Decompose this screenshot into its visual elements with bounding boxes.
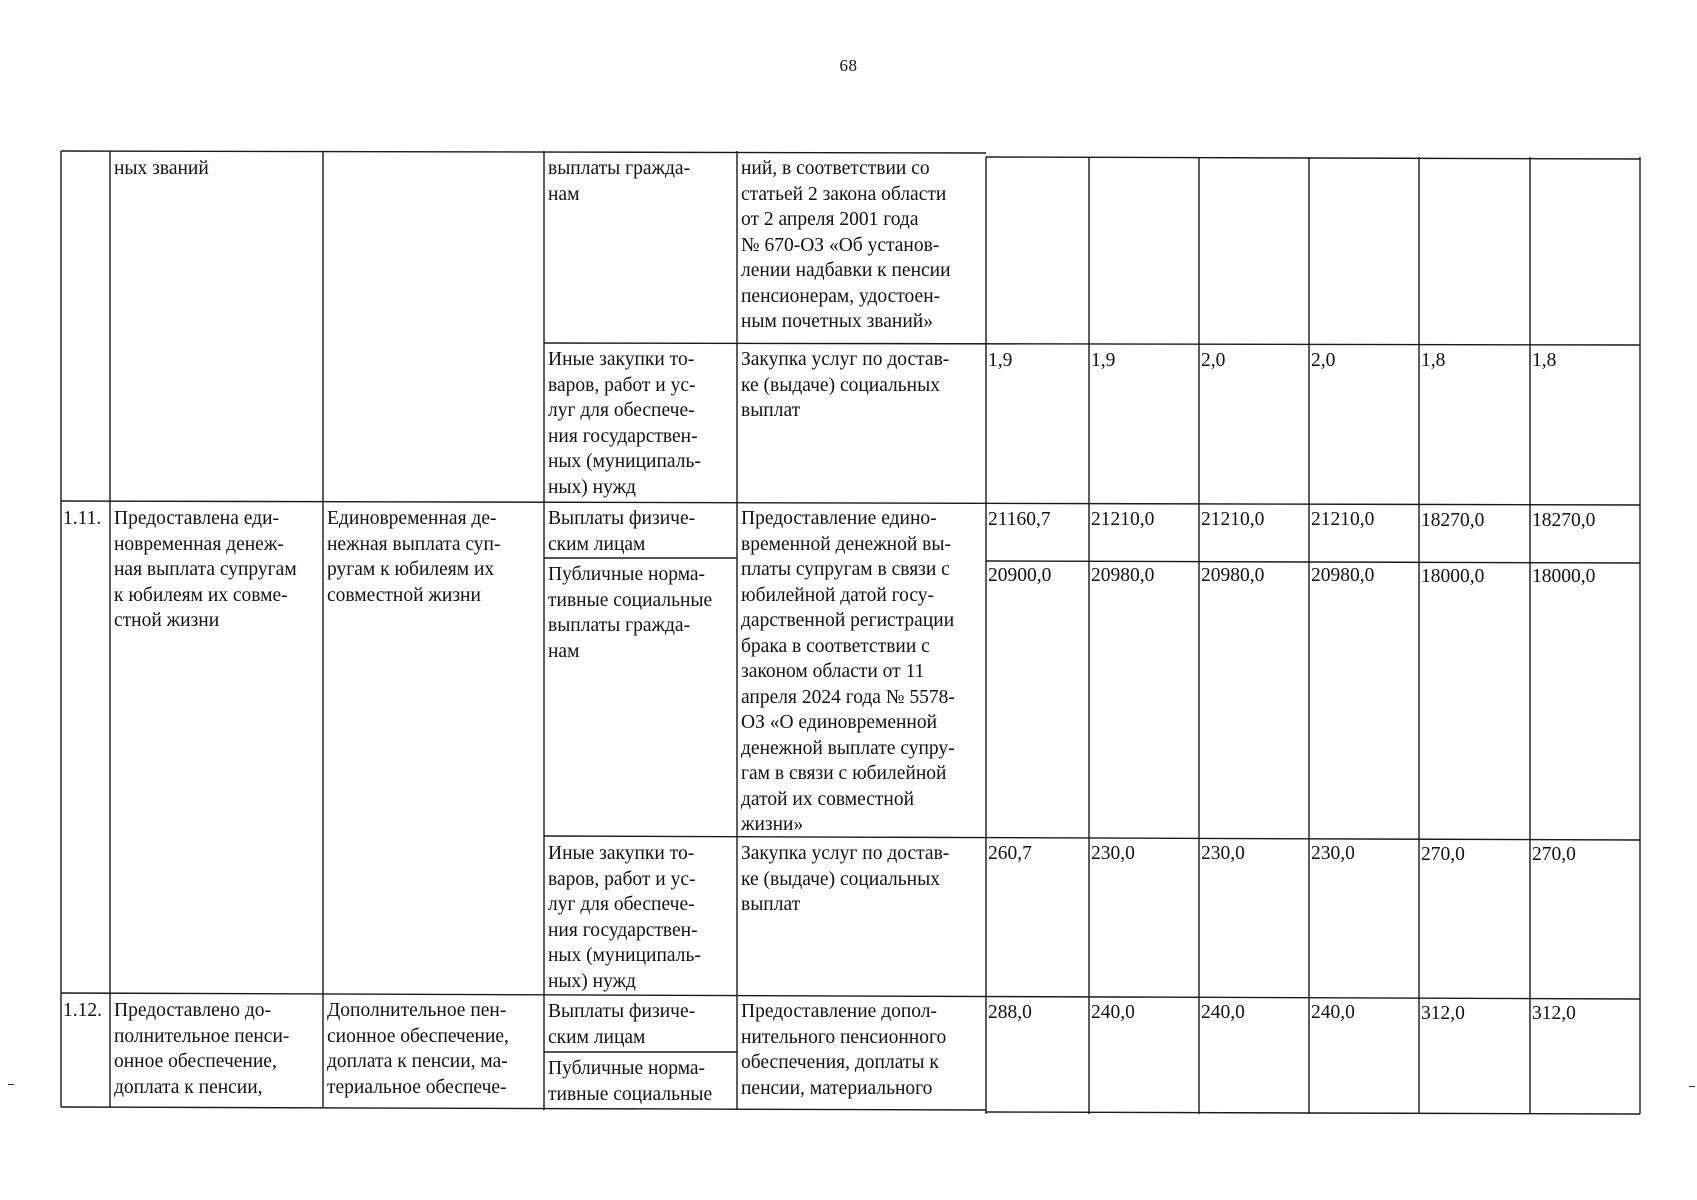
value-cell: 230,0	[1311, 843, 1355, 864]
cell-r111-col5: Предоставление едино- временной денежной вы- платы супругам в связи с юбилейной датой госу- дарственной регистрации брака в соответствии с законом области от 11 апреля 2024 года № 5578- ОЗ «О единовременной денежной выплате супру- гам в связи с юбилейной датой их совместной жизни»	[741, 508, 955, 835]
value-cell: 21210,0	[1091, 509, 1155, 530]
value-cell: 312,0	[1532, 1003, 1576, 1024]
cell-r112-col2: Предоставлено до- полнительное пенси- онное обеспечение, доплата к пенсии,	[114, 1000, 290, 1098]
page-number: 68	[839, 56, 858, 75]
value-cell: 260,7	[988, 843, 1032, 864]
cell-r111-b-col4: Публичные норма- тивные социальные выплаты гражда- нам	[548, 564, 713, 662]
cell-r112-col5: Предоставление допол- нительного пенсионного обеспечения, доплаты к пенсии, материального	[741, 1001, 947, 1099]
cell-r111-a-col4: Выплаты физиче- ским лицам	[548, 508, 696, 555]
scan-edge-mark	[8, 1084, 14, 1085]
cell-r111-c-col5: Закупка услуг по достав- ке (выдаче) социальных выплат	[741, 843, 950, 915]
value-cell: 21210,0	[1201, 509, 1265, 530]
cell-cont-col5: ний, в соответствии со статьей 2 закона области от 2 апреля 2001 года № 670-ОЗ «Об установ- лении надбавки к пенсии пенсионерам, удостоен- ным почетных званий»	[741, 158, 951, 332]
value-cell: 21160,7	[988, 509, 1051, 530]
value-cell: 270,0	[1532, 844, 1576, 865]
row-number: 1.12.	[63, 1000, 102, 1021]
value-cell: 18270,0	[1532, 510, 1596, 531]
value-cell: 240,0	[1201, 1002, 1245, 1023]
value-cell: 20980,0	[1311, 565, 1375, 586]
cell-r112-col3: Дополнительное пен- сионное обеспечение, доплата к пенсии, ма- териальное обеспече-	[327, 1000, 509, 1098]
value-cell: 1,9	[1091, 350, 1116, 371]
value-cell: 230,0	[1091, 843, 1135, 864]
grid-line	[986, 157, 1640, 159]
value-cell: 18000,0	[1421, 566, 1485, 587]
cell-r111-col2: Предоставлена еди- новременная денеж- ная выплата супругам к юбилеям их совме- стной жизни	[114, 508, 297, 631]
value-cell: 2,0	[1311, 350, 1336, 371]
value-cell: 18270,0	[1421, 510, 1485, 531]
value-cell: 240,0	[1311, 1002, 1355, 1023]
cell-cont-col4: выплаты гражда- нам	[548, 158, 691, 205]
value-cell: 1,8	[1532, 350, 1557, 371]
value-cell: 20980,0	[1091, 565, 1155, 586]
row-number: 1.11.	[63, 508, 102, 529]
value-cell: 2,0	[1201, 350, 1226, 371]
value-cell: 312,0	[1421, 1003, 1465, 1024]
value-cell: 18000,0	[1532, 566, 1596, 587]
cell-cont-b-col4: Иные закупки то- варов, работ и ус- луг для обеспече- ния государствен- ных (муниципаль- ных) нужд	[548, 349, 701, 498]
cell-cont-col3	[323, 153, 544, 193]
grid-line	[986, 1112, 1640, 1114]
value-cell: 21210,0	[1311, 509, 1375, 530]
value-cell: 1,9	[988, 350, 1013, 371]
value-cell: 20900,0	[988, 565, 1052, 586]
value-cell: 1,8	[1421, 350, 1446, 371]
cell-cont-b-col5: Закупка услуг по достав- ке (выдаче) социальных выплат	[741, 349, 950, 421]
cell-r112-a-col4: Выплаты физиче- ским лицам	[548, 1001, 696, 1048]
value-cell: 240,0	[1091, 1002, 1135, 1023]
value-cell: 270,0	[1421, 844, 1465, 865]
value-cell: 288,0	[988, 1002, 1032, 1023]
cell-r112-b-col4: Публичные норма- тивные социальные	[548, 1058, 713, 1105]
scan-edge-mark	[1689, 1086, 1695, 1087]
value-cell: 20980,0	[1201, 565, 1265, 586]
cell-r111-c-col4: Иные закупки то- варов, работ и ус- луг для обеспече- ния государствен- ных (муниципаль- ных) нужд	[548, 843, 701, 992]
cell-cont-col2: ных званий	[114, 158, 209, 179]
cell-r111-col3: Единовременная де- нежная выплата суп- ругам к юбилеям их совместной жизни	[327, 508, 501, 606]
value-cell: 230,0	[1201, 843, 1245, 864]
